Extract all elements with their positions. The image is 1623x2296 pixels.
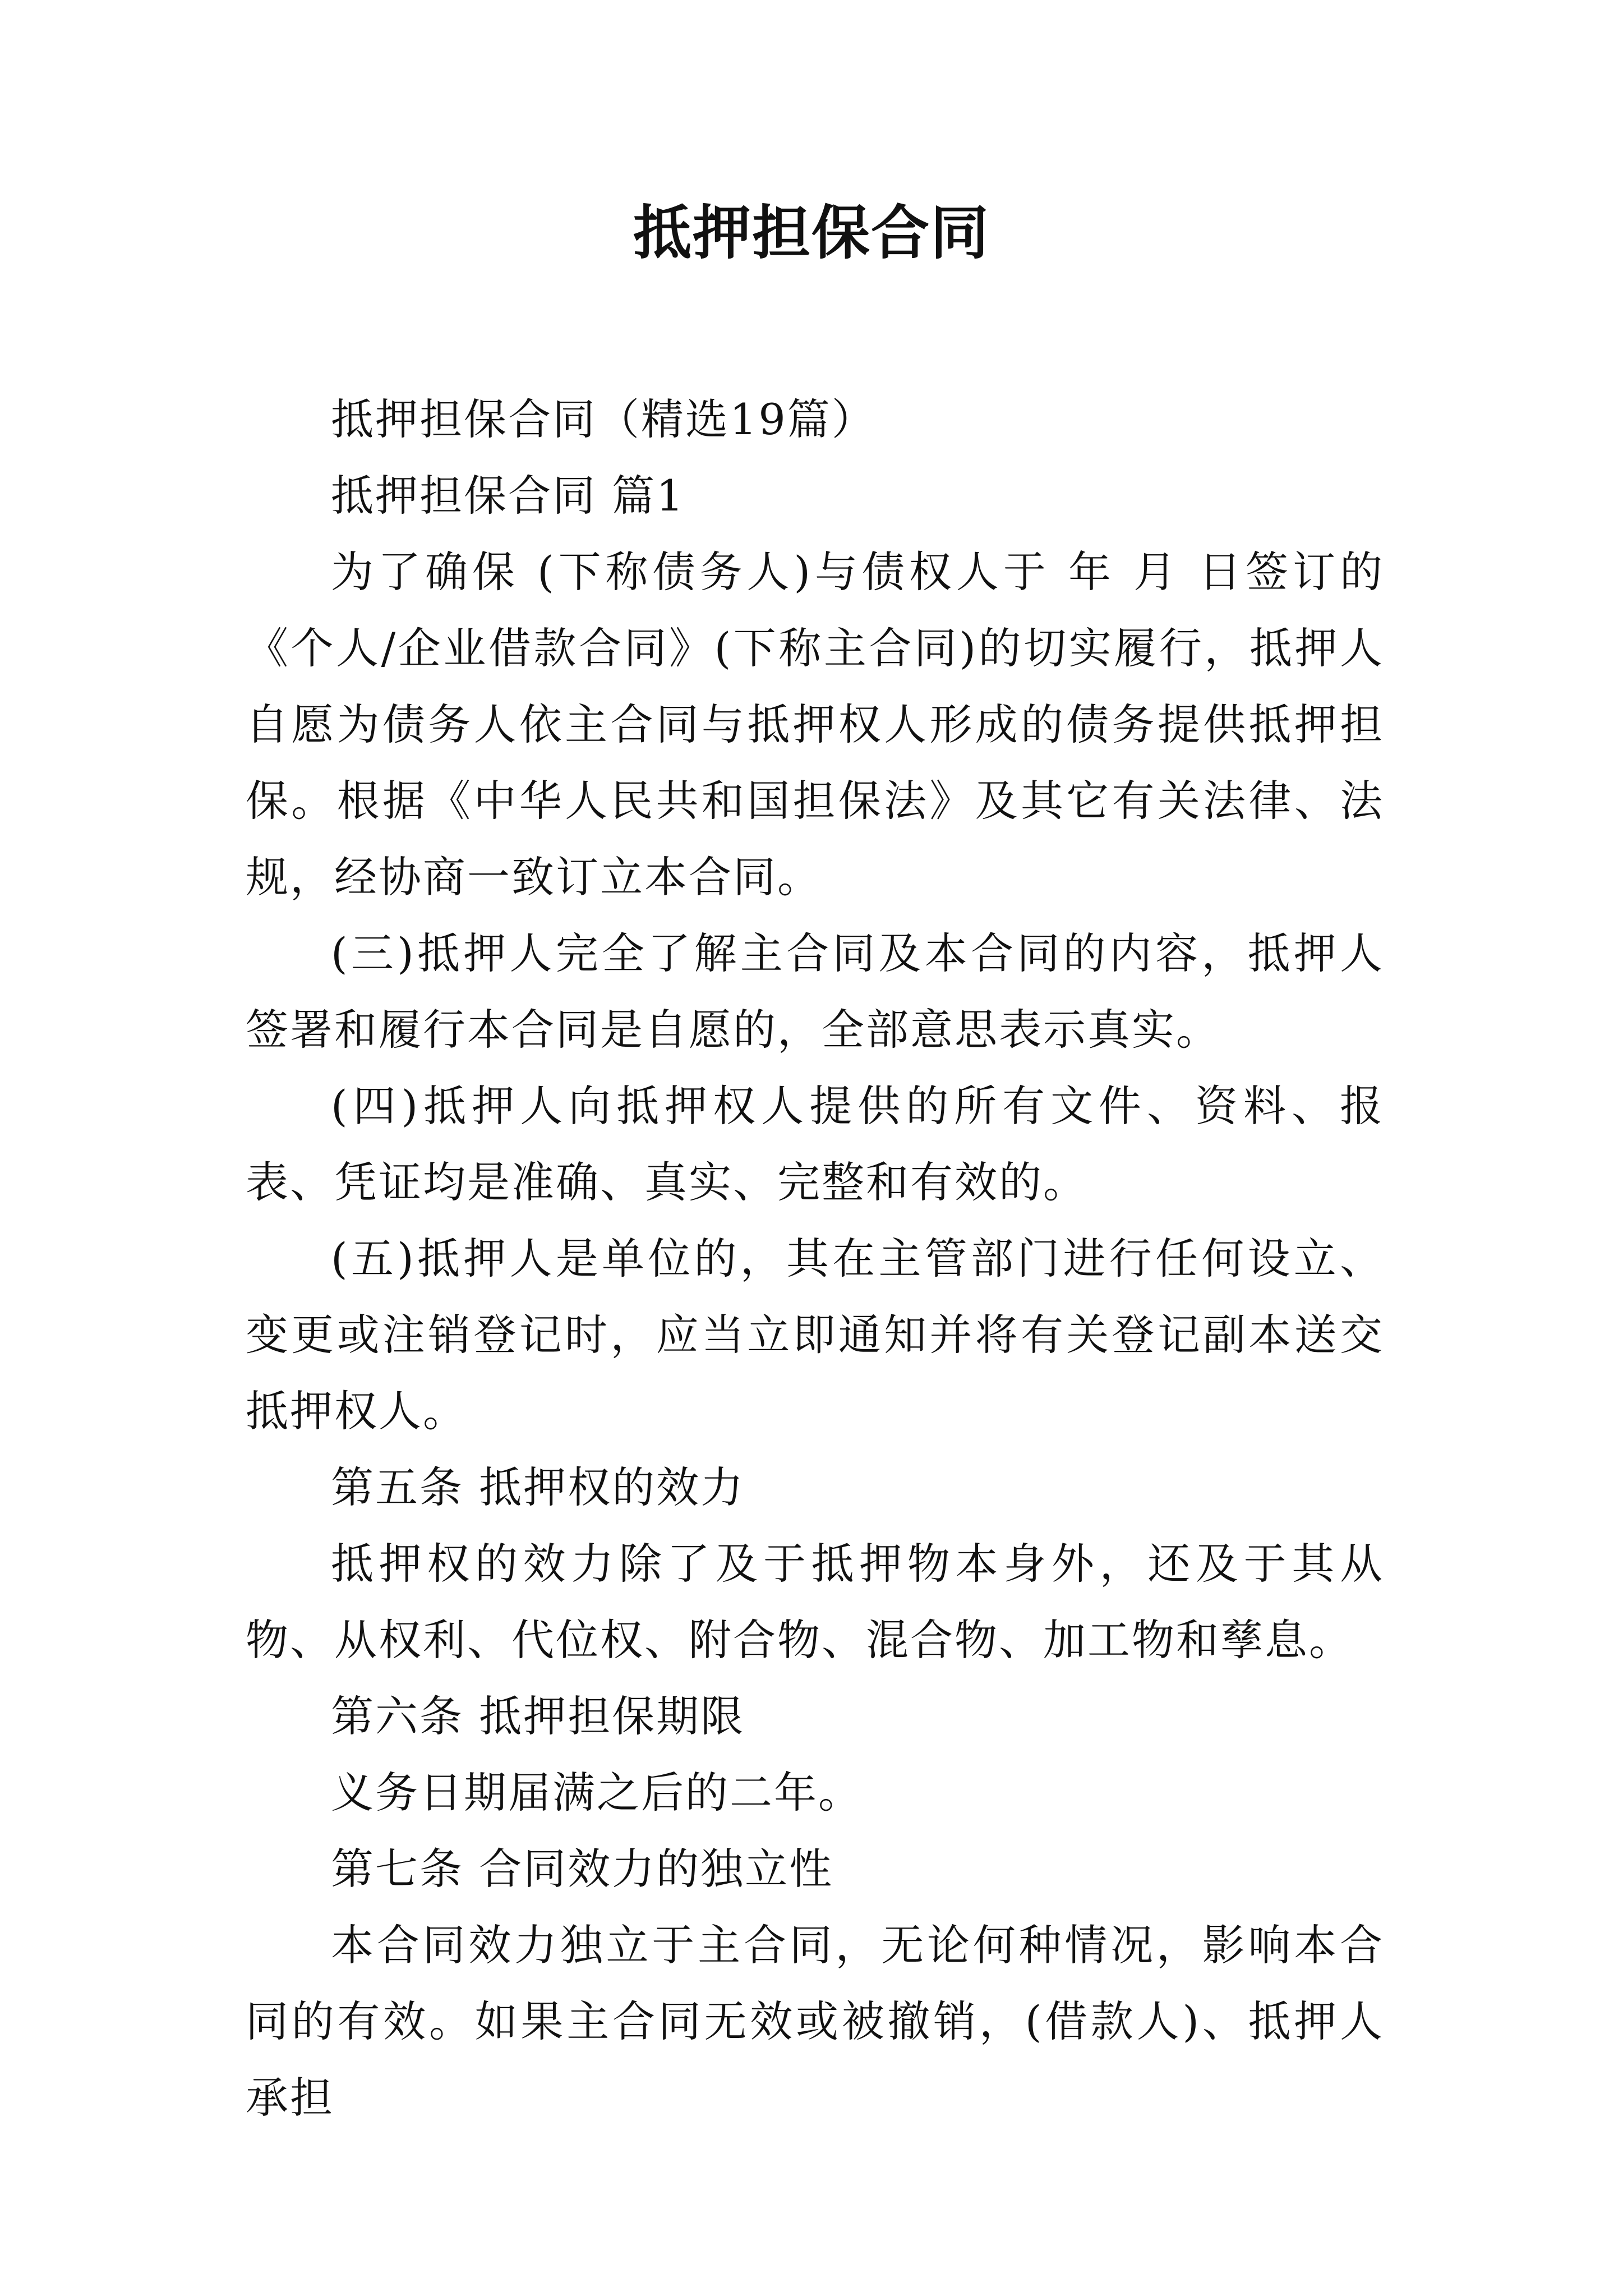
document-body xyxy=(246,381,1384,2136)
subtitle-paragraph: 抵押担保合同（精选19篇） xyxy=(331,394,876,444)
body-paragraph: (三)抵押人完全了解主合同及本合同的内容，抵押人签署和履行本合同是自愿的，全部意思表示真实。 xyxy=(246,928,1384,1055)
document-title: 抵押担保合同 xyxy=(633,198,990,267)
body-paragraph: 义务日期届满之后的二年。 xyxy=(331,1768,863,1818)
body-paragraph: 抵押权的效力除了及于抵押物本身外，还及于其从物、从权利、代位权、附合物、混合物、加工物和孳息。 xyxy=(246,1539,1384,1665)
body-paragraph: (四)抵押人向抵押权人提供的所有文件、资料、报表、凭证均是准确、真实、完整和有效的。 xyxy=(246,1081,1384,1207)
article-heading: 第五条 抵押权的效力 xyxy=(331,1462,745,1512)
article-heading: 第七条 合同效力的独立性 xyxy=(331,1844,834,1894)
body-paragraph: 本合同效力独立于主合同，无论何种情况，影响本合同的有效。如果主合同无效或被撤销，(借款人)、抵押人承担 xyxy=(246,1920,1384,2123)
body-paragraph: 为了确保 (下称债务人)与债权人于 年 月 日签订的《个人/企业借款合同》(下称主合同)的切实履行，抵押人自愿为债务人依主合同与抵押权人形成的债务提供抵押担保。根据《中华人民共和国担保法》及其它有关法律、法规，经协商一致订立本合同。 xyxy=(246,547,1384,902)
article-heading: 第六条 抵押担保期限 xyxy=(331,1691,745,1741)
body-paragraph: (五)抵押人是单位的，其在主管部门进行任何设立、变更或注销登记时，应当立即通知并将有关登记副本送交抵押权人。 xyxy=(246,1234,1384,1436)
section-heading: 抵押担保合同 篇1 xyxy=(331,471,685,521)
